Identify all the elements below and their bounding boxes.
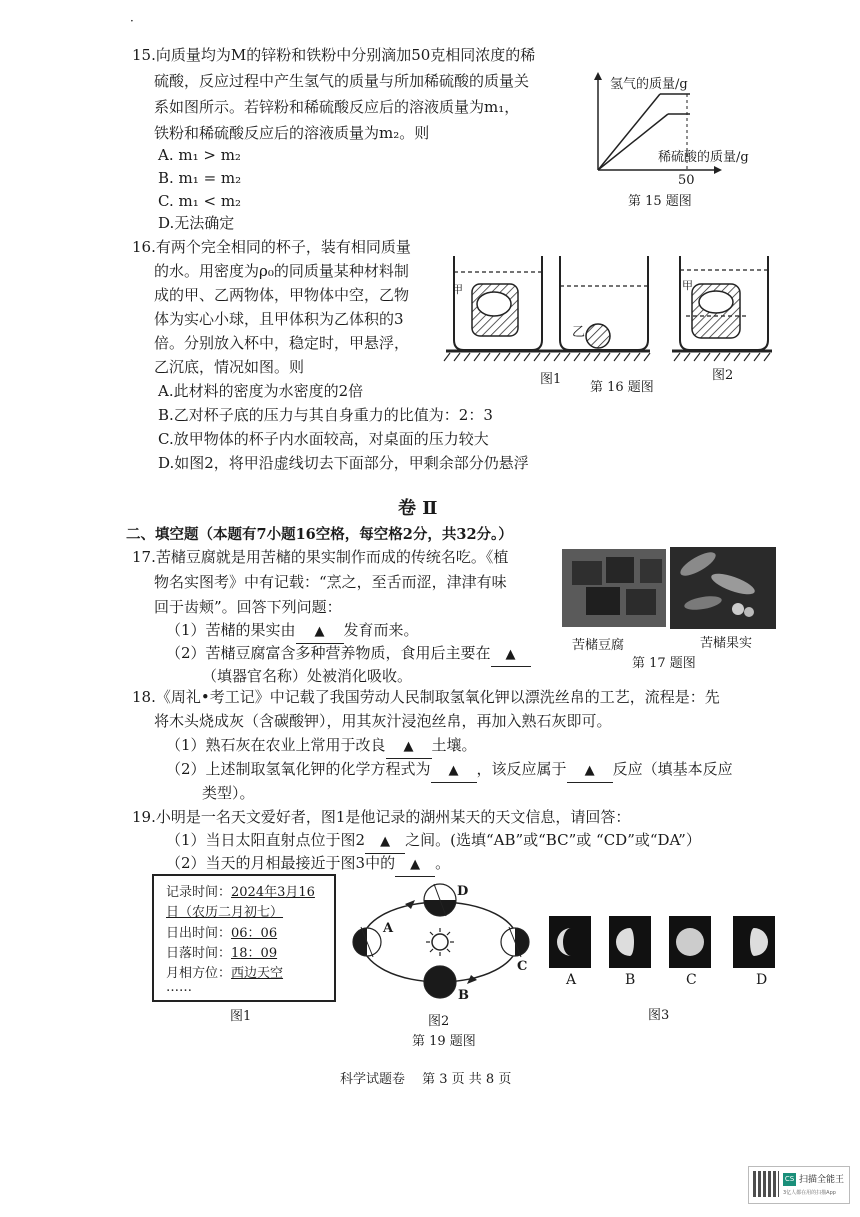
tofu-label: 苦槠豆腐 xyxy=(572,638,625,653)
q16-line: 倍。分别放入杯中，稳定时，甲悬浮， xyxy=(154,334,410,352)
q18-line: 18.《周礼•考工记》中记载了我国劳动人民制取氢氧化钾以漂洗丝帛的工艺，流程是：先 xyxy=(132,688,720,706)
q19-line: 19.小明是一名天文爱好者，图1是他记录的湖州某天的天文信息，请回答： xyxy=(132,808,631,826)
q16-label-jia: 甲 xyxy=(452,283,463,296)
stray-mark: · xyxy=(130,14,134,28)
q19-sub1 xyxy=(166,829,701,854)
q15-option-a: A. m₁ > m₂ xyxy=(158,146,241,164)
q18-sub1 xyxy=(166,734,477,759)
q16-option-a: A.此材料的密度为水密度的2倍 xyxy=(158,382,364,400)
q15-line: 15.向质量均为M的锌粉和铁粉中分别滴加50克相同浓度的稀 xyxy=(132,46,536,64)
fruit-label: 苦槠果实 xyxy=(700,636,753,651)
answer-blank[interactable]: ▲ xyxy=(365,831,405,854)
record-value: 2024年3月16 xyxy=(231,885,315,900)
section-title: 卷 Ⅱ xyxy=(398,498,438,519)
answer-blank[interactable]: ▲ xyxy=(491,644,531,667)
record-label: 日落时间： xyxy=(166,946,232,961)
q18-line: 将木头烧成灰（含碳酸钾），用其灰汁浸泡丝帛，再加入熟石灰即可。 xyxy=(154,712,612,730)
q16-option-b: B.乙对杯子底的压力与其自身重力的比值为：2：3 xyxy=(158,406,493,424)
q15-graph-x50: 50 xyxy=(678,173,695,188)
tofu-photo xyxy=(562,549,666,627)
q17-line: 17.苦槠豆腐就是用苦槠的果实制作而成的传统名吃。《植 xyxy=(132,548,509,566)
record-value: 日（农历二月初七） xyxy=(166,905,284,920)
q16-line: 乙沉底，情况如图。则 xyxy=(154,358,305,376)
q17-sub1 xyxy=(166,619,419,644)
orbit-label-a: A xyxy=(383,921,394,936)
fruit-photo xyxy=(670,547,776,629)
q16-label-yi: 乙 xyxy=(572,325,586,340)
q15-graph-ylabel: 氢气的质量/g xyxy=(610,77,688,92)
q17-sub1-text: 发育而来。 xyxy=(343,621,419,639)
q19-sub1-text: （1）当日太阳直射点位于图2 xyxy=(166,831,366,849)
orbit-label-b: B xyxy=(458,988,469,1003)
moon-label-d: D xyxy=(756,972,768,988)
record-row xyxy=(166,962,283,981)
q19-fig1-label: 图1 xyxy=(230,1009,252,1024)
badge-subtitle: 3亿人都在用的扫描App xyxy=(783,1190,836,1196)
q19-sub1-text: 之间。(选填“AB”或“BC”或 “CD”或“DA”） xyxy=(405,831,701,849)
record-label: 日出时间： xyxy=(166,926,232,941)
q17-sub1-text: （1）苦槠的果实由 xyxy=(166,621,296,639)
record-label: 月相方位： xyxy=(166,966,232,981)
q16-fig1-label: 图1 xyxy=(540,372,562,387)
answer-blank[interactable]: ▲ xyxy=(395,854,435,877)
q15-line: 硫酸，反应过程中产生氢气的质量与所加稀硫酸的质量关 xyxy=(154,72,530,90)
q19-fig3-label: 图3 xyxy=(648,1008,670,1023)
page-footer: 科学试题卷 第 3 页 共 8 页 xyxy=(340,1072,512,1087)
q17-line: 物名实图考》中有记载：“烹之，至舌而涩，津津有味 xyxy=(154,573,507,591)
record-row xyxy=(166,922,277,941)
q17-sub2-cont: （填器官名称）处被消化吸收。 xyxy=(202,667,413,685)
q15-graph-xlabel: 稀硫酸的质量/g xyxy=(658,150,749,165)
q18-sub1-text: 土壤。 xyxy=(431,736,477,754)
record-value: 18：09 xyxy=(231,946,278,961)
moon-label-a: A xyxy=(566,972,577,988)
answer-blank[interactable]: ▲ xyxy=(386,736,432,759)
q16-option-d: D.如图2，将甲沿虚线切去下面部分，甲剩余部分仍悬浮 xyxy=(158,454,529,472)
record-ellipsis: …… xyxy=(166,980,192,995)
q19-sub2-text: 。 xyxy=(435,854,451,872)
answer-blank[interactable]: ▲ xyxy=(296,621,344,644)
record-label: 记录时间： xyxy=(166,885,232,900)
q18-sub2-text: 反应（填基本反应 xyxy=(612,760,733,778)
q17-sub2-text: （2）苦槠豆腐富含多种营养物质，食用后主要在 xyxy=(166,644,491,662)
q16-label-jia2: 甲 xyxy=(682,279,693,292)
cs-logo: CS xyxy=(783,1173,796,1186)
record-value: 06：06 xyxy=(231,926,278,941)
q18-sub2-text: ，该反应属于 xyxy=(476,760,567,778)
scanner-watermark xyxy=(748,1166,850,1204)
q17-line: 回于齿颊”。回答下列问题： xyxy=(154,598,342,616)
q15-line: 铁粉和稀硫酸反应后的溶液质量为m₂。则 xyxy=(154,124,430,142)
q16-option-c: C.放甲物体的杯子内水面较高，对桌面的压力较大 xyxy=(158,430,489,448)
q18-sub1-text: （1）熟石灰在农业上常用于改良 xyxy=(166,736,386,754)
section-header: 二、填空题（本题有7小题16空格，每空格2分，共32分。） xyxy=(126,526,513,543)
q15-caption: 第 15 题图 xyxy=(628,194,692,209)
orbit-label-c: C xyxy=(517,959,528,974)
badge-title: 扫描全能王 xyxy=(799,1175,845,1185)
orbit-label-d: D xyxy=(457,884,469,899)
q16-line: 体为实心小球，且甲体积为乙体积的3 xyxy=(154,310,404,328)
moon-label-b: B xyxy=(625,972,636,988)
record-value: 西边天空 xyxy=(231,966,284,981)
q16-caption: 第 16 题图 xyxy=(590,380,654,395)
q16-line: 成的甲、乙两物体，甲物体中空，乙物 xyxy=(154,286,410,304)
q15-option-c: C. m₁ < m₂ xyxy=(158,192,242,210)
q16-fig2-label: 图2 xyxy=(712,368,734,383)
q16-line: 16.有两个完全相同的杯子，装有相同质量 xyxy=(132,238,411,256)
record-row xyxy=(166,942,277,961)
answer-blank[interactable]: ▲ xyxy=(567,760,613,783)
q17-caption: 第 17 题图 xyxy=(632,656,696,671)
q16-line: 的水。用密度为ρ₀的同质量某种材料制 xyxy=(154,262,409,280)
q17-sub2 xyxy=(166,642,531,667)
q18-sub2-text: （2）上述制取氢氧化钾的化学方程式为 xyxy=(166,760,431,778)
q15-option-b: B. m₁ = m₂ xyxy=(158,169,242,187)
moon-phases xyxy=(545,912,790,972)
q18-sub2 xyxy=(166,758,733,783)
q18-sub2-cont: 类型）。 xyxy=(202,784,255,802)
record-row xyxy=(166,881,315,900)
q15-line: 系如图所示。若锌粉和稀硫酸反应后的溶液质量为m₁， xyxy=(154,98,520,116)
q19-fig2-label: 图2 xyxy=(428,1014,450,1029)
moon-label-c: C xyxy=(686,972,697,988)
q19-sub2-text: （2）当天的月相最接近于图3中的 xyxy=(166,854,396,872)
earth-orbit-diagram xyxy=(345,878,545,1008)
answer-blank[interactable]: ▲ xyxy=(431,760,477,783)
q19-caption: 第 19 题图 xyxy=(412,1034,476,1049)
q16-figure xyxy=(440,250,775,370)
qr-code-icon xyxy=(753,1171,779,1197)
q15-option-d: D.无法确定 xyxy=(158,214,235,232)
